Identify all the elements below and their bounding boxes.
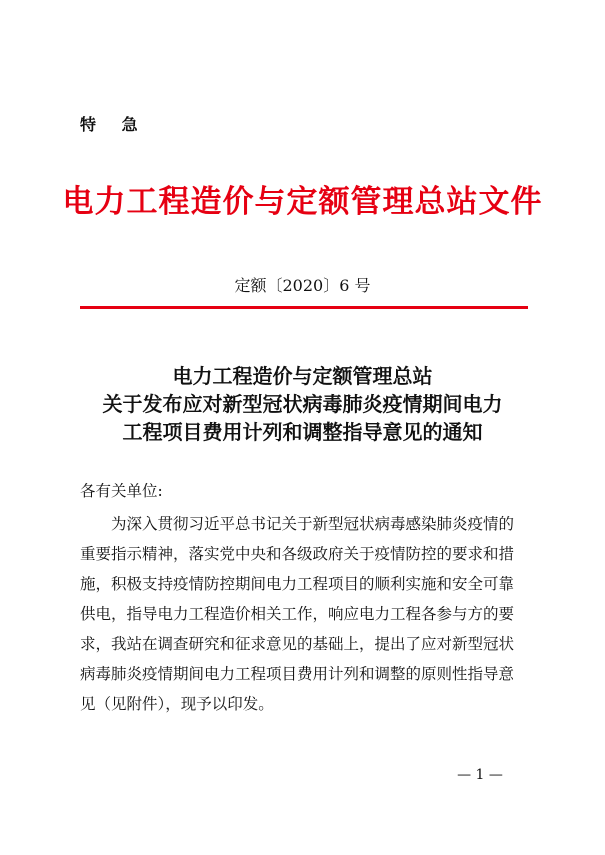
urgency-label: 特 急 <box>80 115 148 134</box>
body-line: 见（见附件），现予以印发。 <box>80 695 274 713</box>
body-line: 重要指示精神，落实党中央和各级政府关于疫情防控的要求和措 <box>80 545 515 563</box>
issuer-title: 电力工程造价与定额管理总站文件 <box>62 184 543 220</box>
body-line: 求，我站在调查研究和征求意见的基础上，提出了应对新型冠状 <box>80 635 515 653</box>
notice-title-line: 关于发布应对新型冠状病毒肺炎疫情期间电力 <box>102 392 503 416</box>
red-divider-line <box>80 306 528 309</box>
body-line: 病毒肺炎疫情期间电力工程项目费用计列和调整的原则性指导意 <box>80 665 515 683</box>
notice-title <box>0 362 605 446</box>
body-line: 供电，指导电力工程造价相关工作，响应电力工程各参与方的要 <box>80 605 515 623</box>
notice-body <box>80 509 528 719</box>
body-line: 为深入贯彻习近平总书记关于新型冠状病毒感染肺炎疫情的 <box>111 515 515 533</box>
notice-title-line: 工程项目费用计列和调整指导意见的通知 <box>122 420 483 444</box>
notice-title-line: 电力工程造价与定额管理总站 <box>172 364 433 388</box>
page-number: — 1 — <box>457 767 503 783</box>
body-line: 施，积极支持疫情防控期间电力工程项目的顺利实施和安全可靠 <box>80 575 515 593</box>
salutation: 各有关单位: <box>80 482 163 500</box>
document-number: 定额〔2020〕6 号 <box>234 276 371 295</box>
